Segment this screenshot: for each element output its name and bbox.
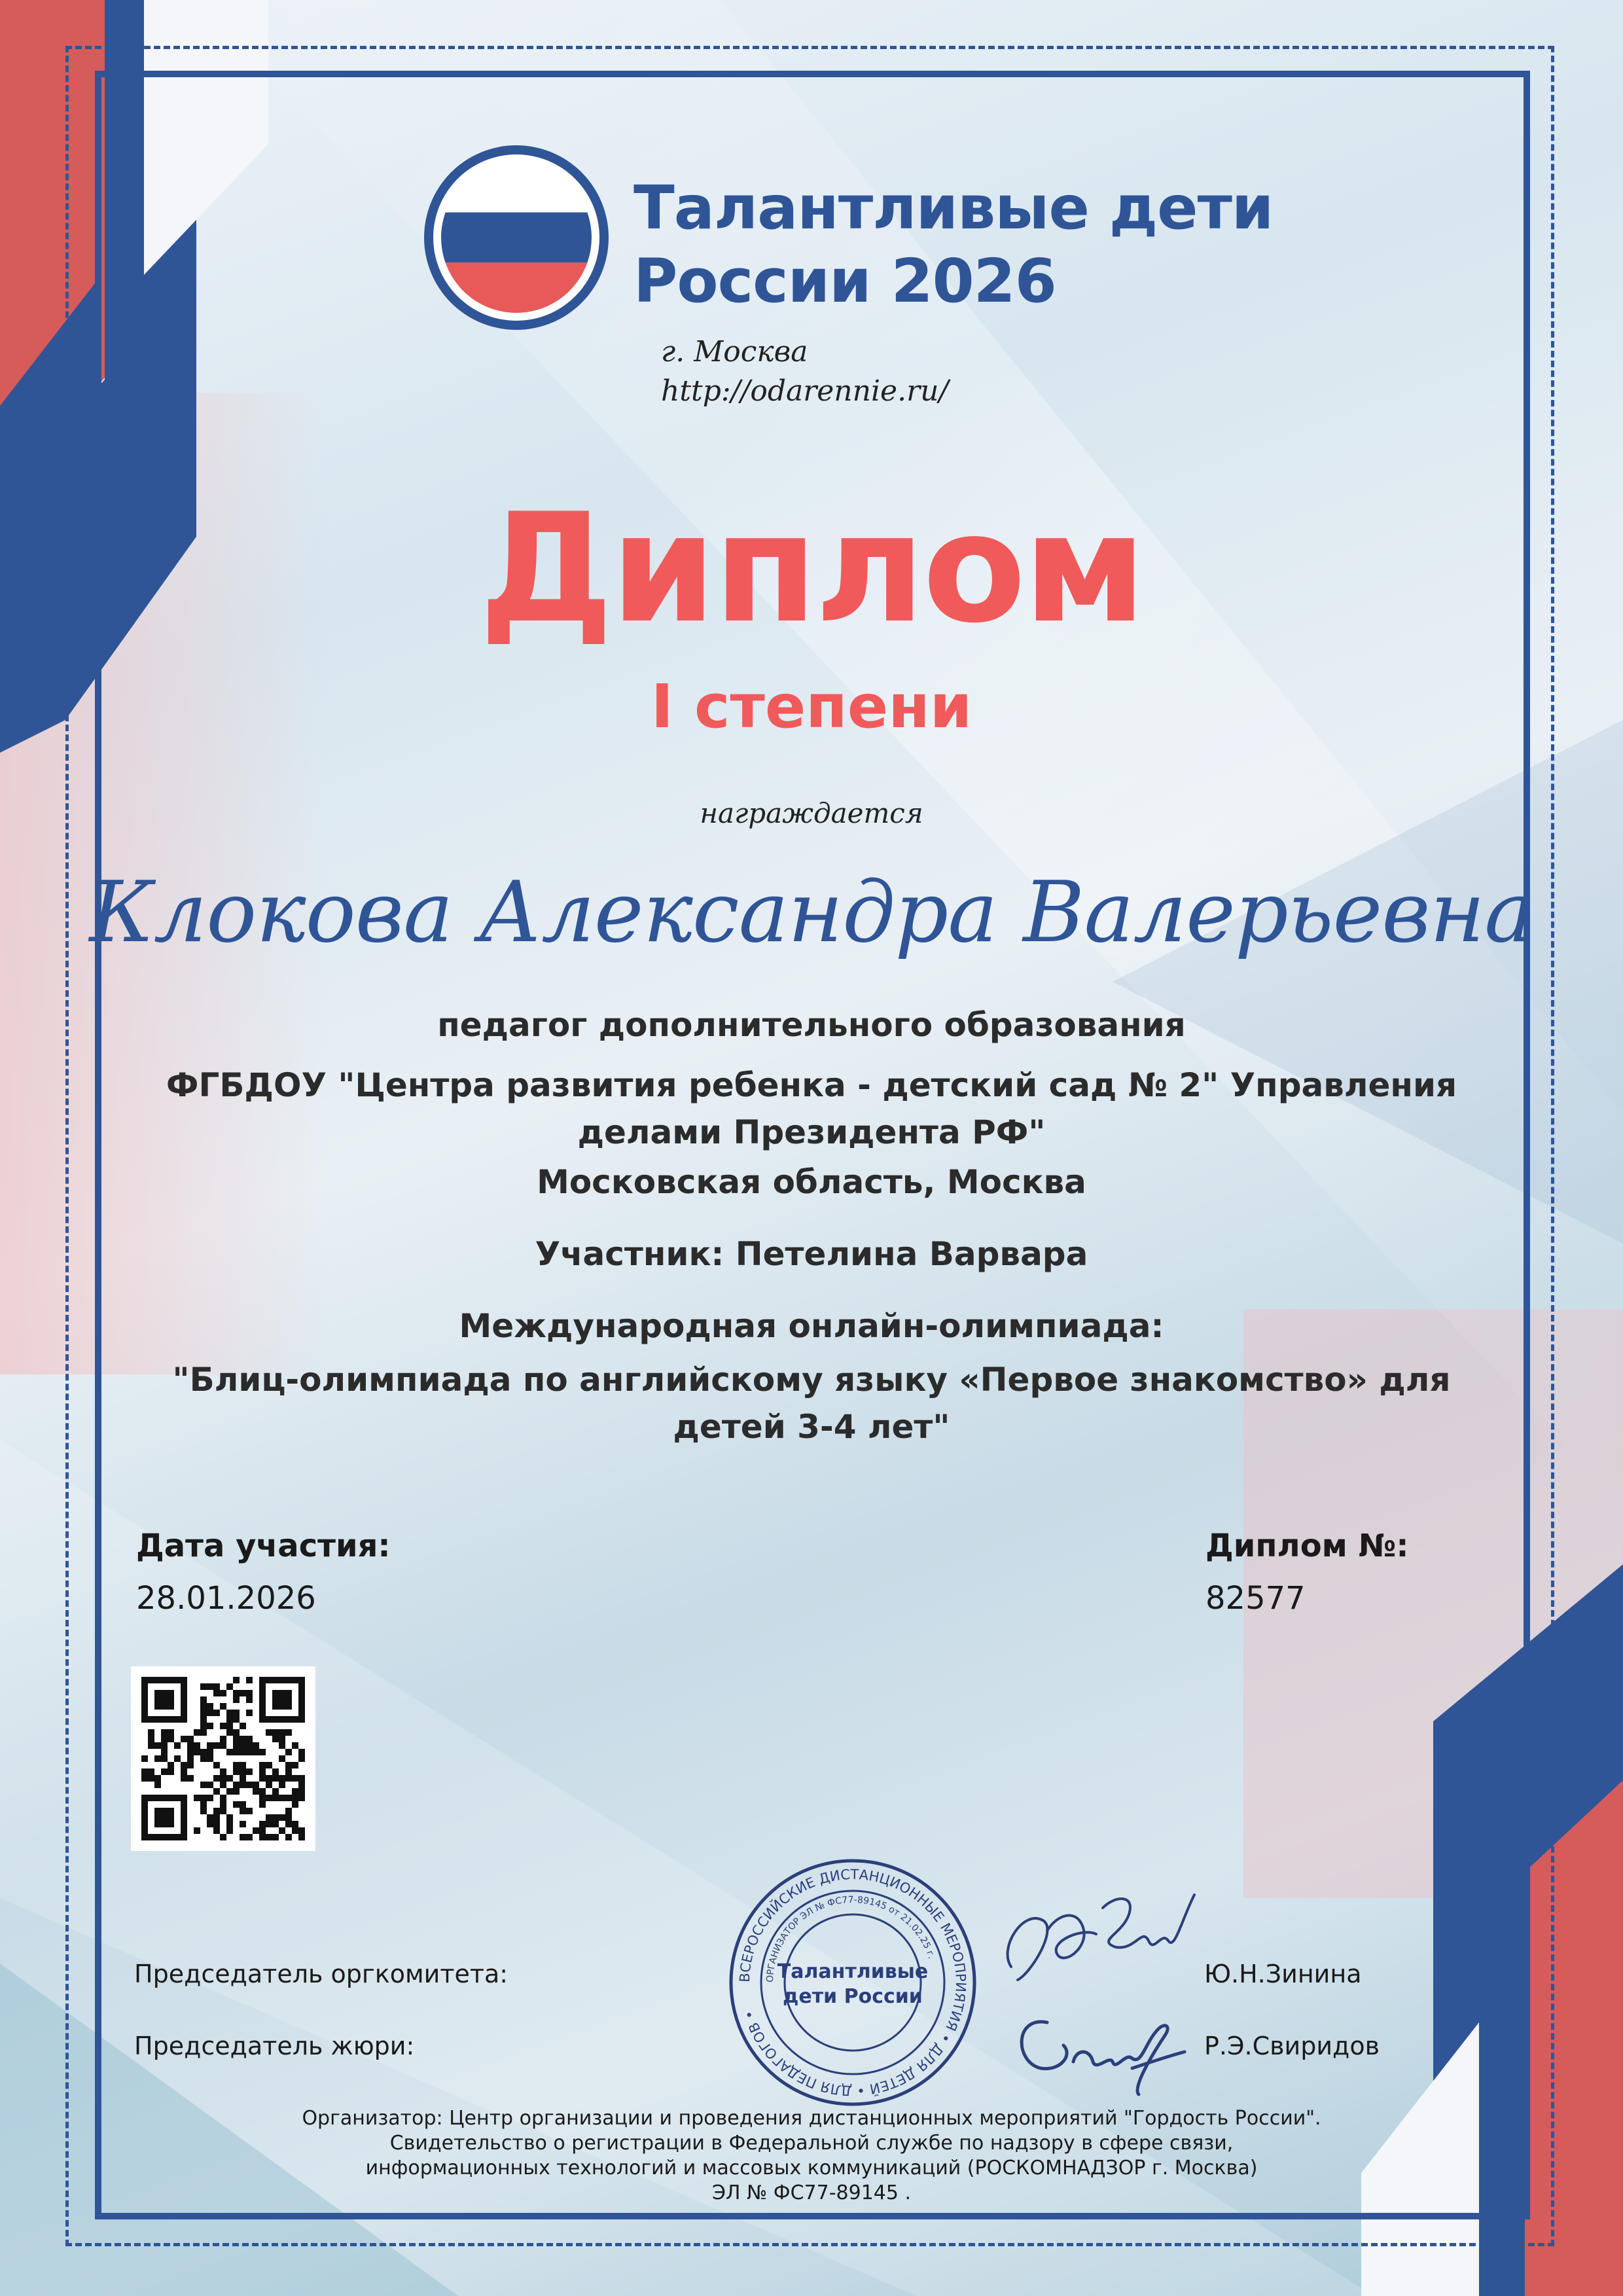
event-name: "Блиц-олимпиада по английскому языку «Первое знакомство» для детей 3-4 лет" xyxy=(172,1361,1451,1446)
location-block xyxy=(661,332,948,411)
chair-jury-name: Р.Э.Свиридов xyxy=(1204,2032,1380,2060)
city: г. Москва xyxy=(661,335,808,368)
stamp-ring-text: ВСЕРОССИЙСКИЕ ДИСТАНЦИОННЫЕ МЕРОПРИЯТИЯ • ДЛЯ ДЕТЕЙ • ДЛЯ ПЕДАГОГОВ • xyxy=(736,1866,969,2099)
awarded-label: награждается xyxy=(700,797,923,829)
diploma-degree: I степени xyxy=(651,672,972,742)
stamp-center-text-1: Талантливые xyxy=(777,1960,929,1983)
brand-line-2: России 2026 xyxy=(633,246,1056,316)
brand-title xyxy=(633,171,1288,318)
stamp-center-text-2: дети России xyxy=(783,1985,923,2008)
date-value: 28.01.2026 xyxy=(136,1580,316,1617)
organizer-footer xyxy=(196,2106,1427,2206)
recipient-name: Клокова Александра Валерьевна xyxy=(89,864,1534,961)
recipient-position: педагог дополнительного образования xyxy=(437,1006,1186,1044)
participant: Участник: Петелина Варвара xyxy=(535,1235,1088,1273)
website: http://odarennie.ru/ xyxy=(661,374,949,408)
footer-line-3: информационных технологий и массовых коммуникаций (РОСКОМНАДЗОР г. Москва) xyxy=(365,2157,1258,2179)
footer-line-1: Организатор: Центр организации и проведения дистанционных мероприятий "Гордость России". xyxy=(302,2107,1321,2130)
stamp-inner-ring-text: ОРГАНИЗАТОР ЭЛ № ФС77-89145 от 21.02.25 г. xyxy=(764,1894,937,1983)
diploma-number-label: Диплом №: xyxy=(1205,1528,1409,1564)
signature-sviridov xyxy=(1001,1990,1198,2121)
qr-code[interactable] xyxy=(131,1666,315,1851)
date-label: Дата участия: xyxy=(136,1528,391,1564)
region: Московская область, Москва xyxy=(537,1163,1086,1201)
russian-flag-logo-icon xyxy=(424,145,609,330)
diploma-title: Диплом xyxy=(479,482,1144,656)
chair-jury-label: Председатель жюри: xyxy=(134,2032,415,2060)
chair-orgcommittee-name: Ю.Н.Зинина xyxy=(1204,1960,1362,1988)
footer-line-2: Свидетельство о регистрации в Федеральной службе по надзору в сфере связи, xyxy=(389,2132,1234,2155)
diploma-details xyxy=(118,1001,1505,1450)
footer-line-4: ЭЛ № ФС77-89145 . xyxy=(711,2181,912,2204)
signature-zinina xyxy=(985,1869,1201,2000)
official-stamp xyxy=(728,1857,978,2108)
chair-orgcommittee-label: Председатель оргкомитета: xyxy=(134,1960,508,1988)
organization-name: ФГБДОУ "Центра развития ребенка - детский сад № 2" Управления делами Президента РФ" xyxy=(166,1066,1457,1151)
diploma-number: 82577 xyxy=(1205,1580,1306,1617)
brand-line-1: Талантливые дети xyxy=(633,173,1274,243)
event-type: Международная онлайн-олимпиада: xyxy=(459,1307,1164,1345)
